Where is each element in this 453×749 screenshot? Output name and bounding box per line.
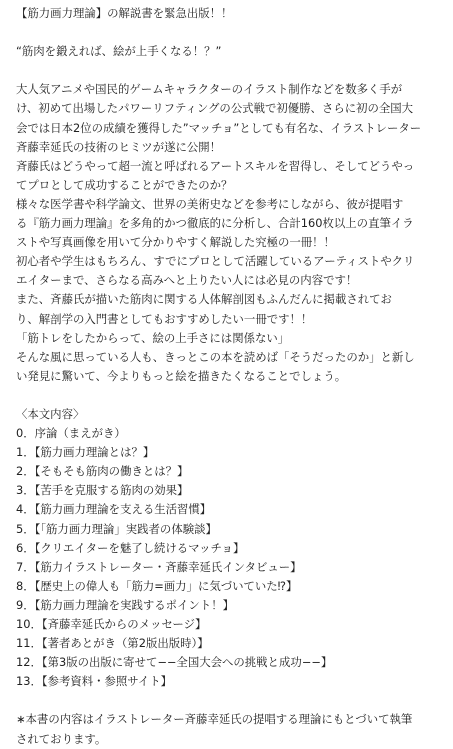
toc-item: 10．【斉藤幸延氏からのメッセージ】 xyxy=(16,617,207,631)
body-line: 斉藤幸延氏の技術のヒミツが遂に公開！ xyxy=(16,139,222,154)
body-line: け、初めて出場したパワーリフティングの公式戦で初優勝、さらに初の全国大 xyxy=(16,101,414,116)
body-line: 「筋トレをしたからって、絵の上手さには関係ない」 xyxy=(16,330,290,345)
body-line: 初心者や学生はもちろん、すでにプロとして活躍しているアーティストやクリ xyxy=(16,254,415,269)
description-body xyxy=(16,80,446,386)
toc-item: 9．【筋力画力理論を実践するポイント！】 xyxy=(16,597,234,612)
spacer xyxy=(16,61,446,80)
toc-item: 7．【筋力イラストレーター・斉藤幸延氏インタビュー】 xyxy=(16,559,302,574)
toc-item: 13．【参考資料・参照サイト】 xyxy=(16,674,173,689)
document-page xyxy=(16,4,446,749)
headline: 【筋力画力理論】の解説書を緊急出版！！ xyxy=(16,6,233,20)
toc-item: 12．【第3版の出版に寄せて−−全国大会への挑戦と成功−−】 xyxy=(16,655,333,670)
body-line: また、斉藤氏が描いた筋肉に関する人体解剖図もふんだんに掲載されてお xyxy=(16,292,392,307)
body-line: る『筋力画力理論』を多角的かつ徹底的に分析し、合計160枚以上の直筆イラ xyxy=(16,216,414,231)
toc-item: 6．【クリエイターを魅了し続けるマッチョ】 xyxy=(16,540,245,555)
body-line: 様々な医学書や科学論文、世界の美術史などを参考にしながら、彼が提唱す xyxy=(16,196,404,211)
footnote-line: されております。 xyxy=(16,731,107,746)
body-line: い発見に驚いて、今よりもっと絵を描きたくなることでしょう。 xyxy=(16,368,347,383)
spacer xyxy=(16,386,446,405)
toc-item: 3．【苦手を克服する筋肉の効果】 xyxy=(16,483,189,498)
body-line: ストや写真画像を用いて分かりやすく解説した究極の一冊！！ xyxy=(16,235,335,250)
toc-item: 11．【著者あとがき（第2版出版時）】 xyxy=(16,636,209,651)
footnote xyxy=(16,710,446,748)
footnote-line: ∗本書の内容はイラストレーター斉藤幸延氏の提唱する理論にもとづいて執筆 xyxy=(16,712,413,727)
table-of-contents xyxy=(16,405,446,691)
body-line: てプロとして成功することができたのか？ xyxy=(16,177,233,192)
toc-item: 8．【歴史上の偉人も「筋力=画力」に気づいていた⁉】 xyxy=(16,578,298,593)
body-line: 斉藤氏はどうやって超一流と呼ばれるアートスキルを習得し、そしてどうやっ xyxy=(16,158,415,173)
body-line: そんな風に思っている人も、きっとこの本を読めば「そうだったのか」と新し xyxy=(16,349,415,364)
body-line: り、解剖学の入門書としてもおすすめしたい一冊です！！ xyxy=(16,311,313,326)
spacer xyxy=(16,23,446,42)
body-line: エイターまで、さらなる高みへと上りたい人には必見の内容です！ xyxy=(16,273,358,288)
toc-item: 1．【筋力画力理論とは？】 xyxy=(16,445,155,460)
spacer xyxy=(16,691,446,710)
body-line: 大人気アニメや国民的ゲームキャラクターのイラスト制作などを数多く手が xyxy=(16,82,403,97)
toc-heading: 〈本文内容〉 xyxy=(16,406,85,421)
toc-item: 4．【筋力画力理論を支える生活習慣】 xyxy=(16,502,212,517)
toc-item: 5．【「筋力画力理論」実践者の体験談】 xyxy=(16,521,217,536)
body-line: 会では日本2位の成績を獲得した”マッチョ”としても有名な、イラストレーター xyxy=(16,120,422,135)
toc-item: 2．【そもそも筋肉の働きとは？】 xyxy=(16,464,189,479)
toc-item: 0．序論（まえがき） xyxy=(16,426,126,441)
tagline-quote: “筋肉を鍛えれば、絵が上手くなる！？” xyxy=(16,44,222,59)
